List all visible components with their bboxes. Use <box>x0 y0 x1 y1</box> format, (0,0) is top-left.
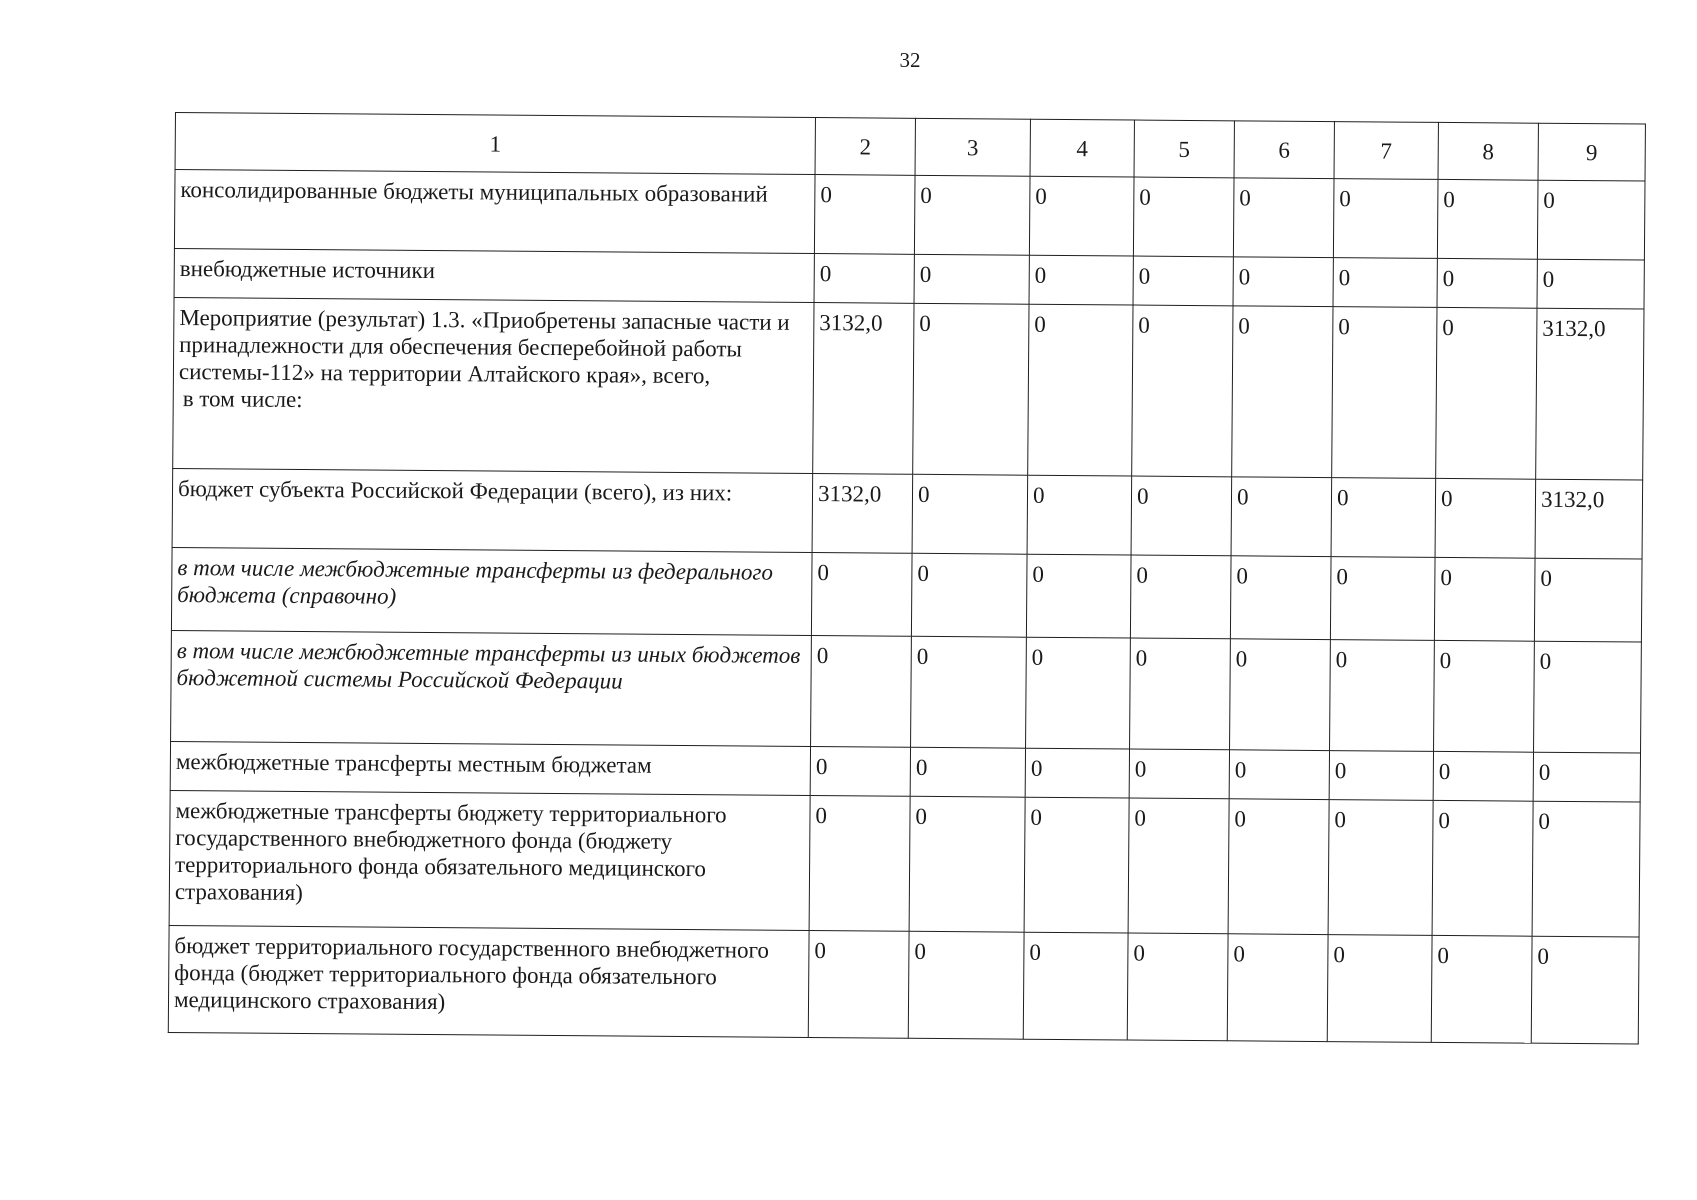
table-cell: 0 <box>1227 934 1328 1042</box>
table-cell: 0 <box>1437 179 1538 259</box>
table-cell: 0 <box>811 636 912 748</box>
row-label: бюджет территориального государственного внебюджетного фонда (бюджет территориального фонда обязательного медицинского страхования) <box>168 925 809 1037</box>
table-cell: 0 <box>810 747 910 797</box>
table-cell: 0 <box>809 796 910 932</box>
table-cell: 0 <box>1026 554 1131 638</box>
table-cell: 0 <box>1130 638 1231 750</box>
table-cell: 0 <box>1024 797 1129 933</box>
table-cell: 0 <box>814 175 915 255</box>
column-header: 6 <box>1234 121 1334 179</box>
row-label-sub: в том числе: <box>182 386 303 413</box>
table-cell: 0 <box>909 796 1025 932</box>
table-cell: 0 <box>1132 305 1233 477</box>
table-cell: 0 <box>1229 750 1329 800</box>
table-cell: 0 <box>1233 178 1334 258</box>
row-label: консолидированные бюджеты муниципальных образований <box>174 170 815 254</box>
table-cell: 0 <box>1233 257 1333 307</box>
table-cell: 0 <box>1025 748 1129 798</box>
table-cell: 3132,0 <box>812 474 913 554</box>
table-row <box>171 547 1642 642</box>
table-cell: 0 <box>1537 259 1644 309</box>
table-row <box>172 468 1643 559</box>
table-cell: 0 <box>1026 637 1131 749</box>
column-header: 8 <box>1438 122 1538 180</box>
table-cell: 0 <box>1435 478 1536 558</box>
table-cell: 0 <box>1537 180 1645 260</box>
table-cell: 0 <box>1332 307 1437 479</box>
table-cell: 0 <box>1532 801 1640 937</box>
table-cell: 0 <box>1534 641 1642 753</box>
table-cell: 0 <box>1230 556 1331 640</box>
table-cell: 0 <box>814 254 914 304</box>
table-cell: 3132,0 <box>1535 479 1643 559</box>
table-row <box>173 297 1644 480</box>
row-label <box>173 297 814 473</box>
column-header: 9 <box>1538 123 1645 181</box>
column-header: 2 <box>815 118 915 176</box>
column-header: 3 <box>915 118 1030 176</box>
table-cell: 0 <box>1331 478 1436 558</box>
table-cell: 0 <box>911 553 1027 637</box>
table-cell: 0 <box>1434 557 1535 641</box>
table-cell: 0 <box>911 636 1027 748</box>
column-header: 1 <box>175 113 815 175</box>
table-cell: 0 <box>1133 177 1234 257</box>
table-cell: 0 <box>1128 798 1229 934</box>
table-cell: 0 <box>912 474 1028 554</box>
row-label: внебюджетные источники <box>174 248 814 302</box>
page-number: 32 <box>899 48 921 72</box>
table-cell: 0 <box>1228 799 1329 935</box>
table-cell: 0 <box>1328 800 1433 936</box>
table-row <box>174 170 1645 261</box>
table-cell: 0 <box>1330 640 1435 752</box>
table-cell: 0 <box>1333 258 1437 308</box>
table-cell: 0 <box>910 747 1025 797</box>
table-row <box>169 790 1640 937</box>
table-row <box>168 925 1639 1044</box>
table-cell: 0 <box>1129 749 1229 799</box>
table-cell: 0 <box>1231 477 1332 557</box>
table-cell: 0 <box>1230 639 1331 751</box>
table-cell: 0 <box>811 553 912 637</box>
table-cell: 0 <box>1330 557 1435 641</box>
table-cell: 0 <box>1130 555 1231 639</box>
table-cell: 0 <box>1436 307 1537 479</box>
table-cell: 0 <box>1534 558 1642 642</box>
column-header: 5 <box>1134 120 1234 178</box>
table-cell: 0 <box>1333 179 1438 259</box>
table-cell: 0 <box>1027 475 1132 555</box>
table-cell: 0 <box>1023 932 1128 1040</box>
table-cell: 0 <box>1432 800 1533 936</box>
row-label: в том числе межбюджетные трансферты из иных бюджетов бюджетной системы Российской Федерации <box>171 630 812 746</box>
table-cell: 0 <box>1127 933 1228 1041</box>
table-cell: 0 <box>1232 306 1333 478</box>
table-row <box>171 630 1642 753</box>
table-cell: 0 <box>1329 751 1433 801</box>
table-cell: 0 <box>1531 936 1639 1044</box>
table-cell: 0 <box>913 303 1029 475</box>
table-cell: 0 <box>1431 935 1532 1043</box>
row-label: межбюджетные трансферты бюджету территориального государственного внебюджетного фонда (бюджету территориального фонда обязательного медицинского страхования) <box>169 790 810 930</box>
row-label: в том числе межбюджетные трансферты из федерального бюджета (справочно) <box>171 547 812 635</box>
table-cell: 3132,0 <box>1536 308 1644 480</box>
table-cell: 0 <box>1029 255 1133 305</box>
table-cell: 0 <box>808 931 909 1039</box>
table-cell: 0 <box>1133 256 1233 306</box>
table-cell: 0 <box>914 254 1029 304</box>
table-cell: 0 <box>1433 751 1533 801</box>
column-header: 4 <box>1030 119 1134 177</box>
row-label: межбюджетные трансферты местным бюджетам <box>170 741 810 795</box>
budget-table-sheet <box>168 112 1646 1045</box>
row-label: бюджет субъекта Российской Федерации (всего), из них: <box>172 468 813 552</box>
table-cell: 0 <box>1437 258 1537 308</box>
column-header: 7 <box>1334 122 1438 180</box>
budget-table <box>168 112 1646 1045</box>
table-cell: 0 <box>1533 752 1640 802</box>
table-cell: 0 <box>1327 935 1432 1043</box>
table-cell: 0 <box>908 931 1024 1039</box>
table-cell: 0 <box>1029 176 1134 256</box>
table-cell: 0 <box>914 175 1030 255</box>
table-cell: 0 <box>1028 304 1133 476</box>
row-label-main: Мероприятие (результат) 1.3. «Приобретены запасные части и принадлежности для обеспечения бесперебойной работы системы-112» на территории Алтайского края», всего, <box>178 305 790 389</box>
table-cell: 0 <box>1131 476 1232 556</box>
table-cell: 3132,0 <box>813 303 914 475</box>
table-cell: 0 <box>1434 640 1535 752</box>
